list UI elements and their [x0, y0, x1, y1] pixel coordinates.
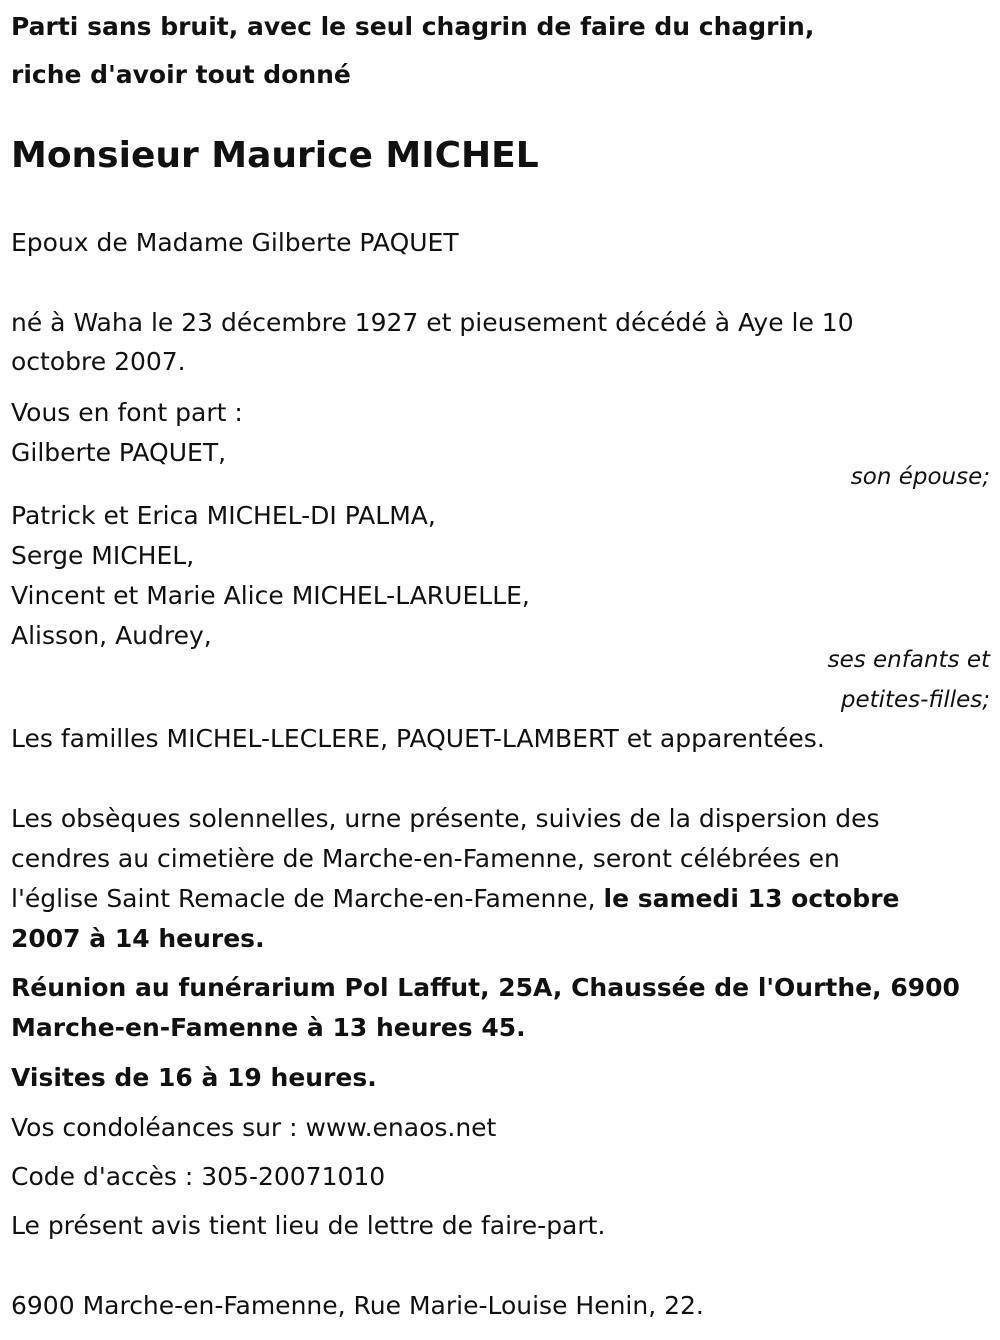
spouse-name: Gilberte PAQUET, — [11, 438, 227, 467]
funeral-time: 2007 à 14 heures. — [11, 924, 265, 953]
families-line: Les familles MICHEL-LECLERE, PAQUET-LAMBERT et apparentées. — [11, 724, 825, 753]
meeting-line-1: Réunion au funérarium Pol Laffut, 25A, Chaussée de l'Ourthe, 6900 — [11, 973, 960, 1002]
spouse-line: Epoux de Madame Gilberte PAQUET — [11, 228, 459, 257]
meeting-line-2: Marche-en-Famenne à 13 heures 45. — [11, 1013, 526, 1042]
funeral-line-2: cendres au cimetière de Marche-en-Famenne, seront célébrées en — [11, 844, 840, 873]
child-line: Alisson, Audrey, — [11, 621, 212, 650]
visits-line: Visites de 16 à 19 heures. — [11, 1063, 377, 1092]
spouse-role: son épouse; — [850, 464, 990, 490]
epigraph-line-1: Parti sans bruit, avec le seul chagrin de faire du chagrin, — [11, 12, 815, 41]
birth-death-line-1: né à Waha le 23 décembre 1927 et pieusement décédé à Aye le 10 — [11, 308, 854, 337]
funeral-line-3 — [11, 884, 899, 914]
deceased-name: Monsieur Maurice MICHEL — [11, 135, 539, 176]
child-line: Serge MICHEL, — [11, 541, 195, 570]
child-line: Vincent et Marie Alice MICHEL-LARUELLE, — [11, 581, 530, 610]
birth-death-line-2: octobre 2007. — [11, 347, 186, 376]
condolences-line: Vos condoléances sur : www.enaos.net — [11, 1113, 497, 1142]
announcers-intro: Vous en font part : — [11, 398, 243, 427]
funeral-date: le samedi 13 octobre — [603, 884, 900, 913]
address-line: 6900 Marche-en-Famenne, Rue Marie-Louise Henin, 22. — [11, 1291, 704, 1320]
funeral-location-text: l'église Saint Remacle de Marche-en-Famenne, — [11, 884, 604, 913]
children-role-line-2: petites-filles; — [840, 687, 990, 713]
funeral-line-1: Les obsèques solennelles, urne présente, suivies de la dispersion des — [11, 804, 880, 833]
child-line: Patrick et Erica MICHEL-DI PALMA, — [11, 501, 436, 530]
epigraph-line-2: riche d'avoir tout donné — [11, 60, 351, 89]
children-role-line-1: ses enfants et — [827, 647, 990, 673]
notice-line: Le présent avis tient lieu de lettre de faire-part. — [11, 1211, 606, 1240]
access-code-line: Code d'accès : 305-20071010 — [11, 1162, 386, 1191]
